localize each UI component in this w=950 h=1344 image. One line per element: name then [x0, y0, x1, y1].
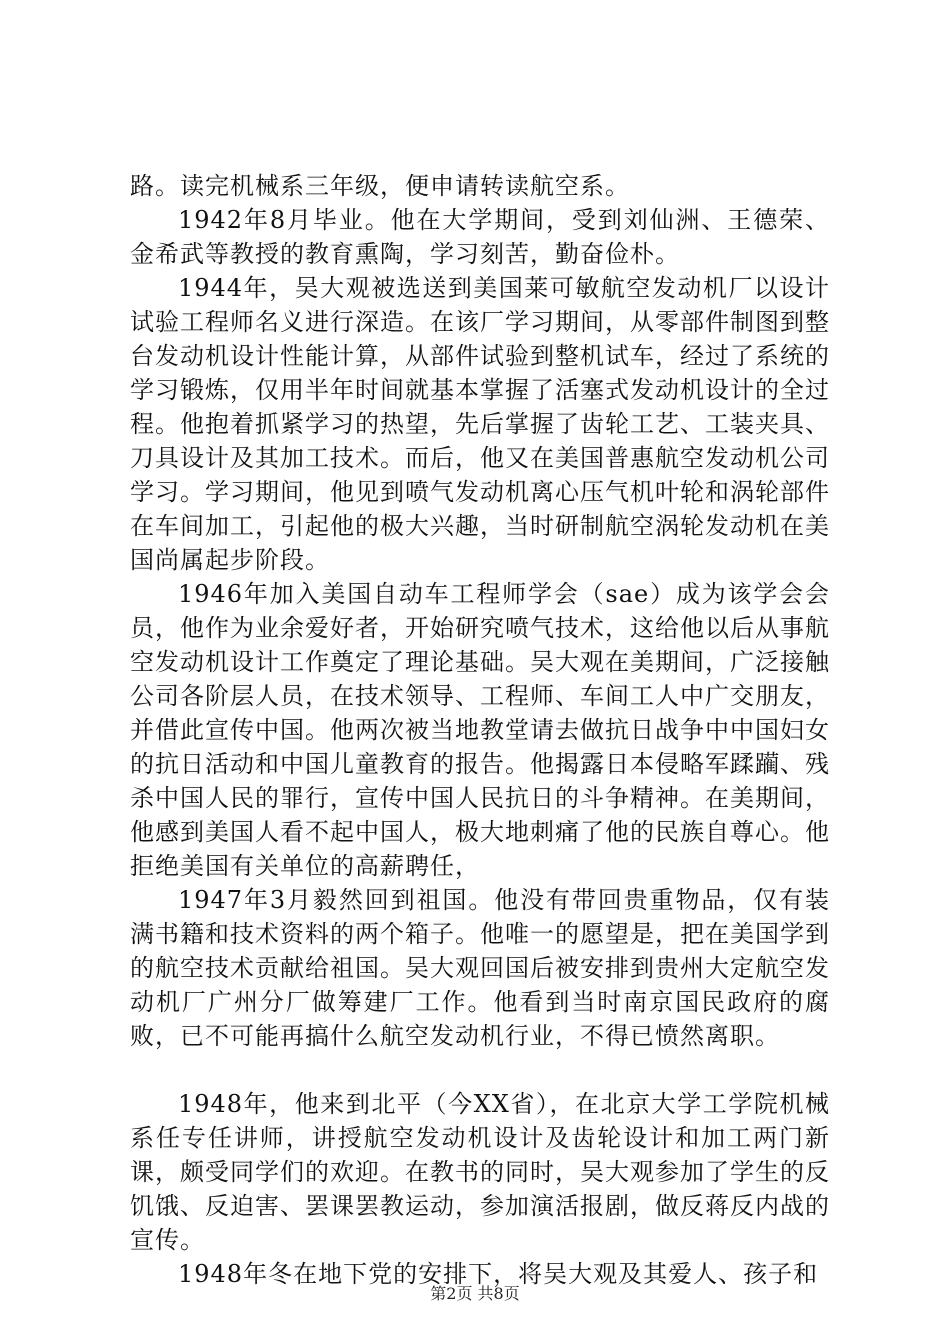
paragraph-6: 1948年，他来到北平（今XX省），在北京大学工学院机械系任专任讲师，讲授航空发动机设计及齿轮设计和加工两门新课，颇受同学们的欢迎。在教书的同时，吴大观参加了学生的反饥饿、反迫害、罢课罢教运动，参加演活报剧，做反蒋反内战的宣传。 — [130, 1090, 830, 1254]
page-number-label: 第2页 共8页 — [430, 1284, 520, 1303]
paragraph-7: 1948年冬在地下党的安排下，将吴大观及其爱人、孩子和 — [178, 1260, 819, 1288]
paragraph-4: 1946年加入美国自动车工程师学会（sae）成为该学会会员，他作为业余爱好者，开始研究喷气技术，这给他以后从事航空发动机设计工作奠定了理论基础。吴大观在美期间，广泛接触公司各阶层人员，在技术领导、工程师、车间工人中广交朋友，并借此宣传中国。他两次被当地教堂请去做抗日战争中中国妇女的抗日活动和中国儿童教育的报告。他揭露日本侵略军蹂躏、残杀中国人民的罪行，宣传中国人民抗日的斗争精神。在美期间，他感到美国人看不起中国人，极大地刺痛了他的民族自尊心。他拒绝美国有关单位的高薪聘任， — [130, 580, 830, 880]
paragraph-2: 1942年8月毕业。他在大学期间，受到刘仙洲、王德荣、金希武等教授的教育熏陶，学习刻苦，勤奋俭朴。 — [130, 206, 830, 268]
document-body — [130, 169, 830, 1291]
page-footer — [0, 1284, 950, 1304]
paragraph-3: 1944年，吴大观被选送到美国莱可敏航空发动机厂以设计试验工程师名义进行深造。在该厂学习期间，从零部件制图到整台发动机设计性能计算，从部件试验到整机试车，经过了系统的学习锻炼，仅用半年时间就基本掌握了活塞式发动机设计的全过程。他抱着抓紧学习的热望，先后掌握了齿轮工艺、工装夹具、刀具设计及其加工技术。而后，他又在美国普惠航空发动机公司学习。学习期间，他见到喷气发动机离心压气机叶轮和涡轮部件在车间加工，引起他的极大兴趣，当时研制航空涡轮发动机在美国尚属起步阶段。 — [130, 274, 830, 574]
paragraph-1: 路。读完机械系三年级，便申请转读航空系。 — [130, 172, 630, 200]
paragraph-5: 1947年3月毅然回到祖国。他没有带回贵重物品，仅有装满书籍和技术资料的两个箱子。他唯一的愿望是，把在美国学到的航空技术贡献给祖国。吴大观回国后被安排到贵州大定航空发动机厂广州分厂做筹建厂工作。他看到当时南京国民政府的腐败，已不可能再搞什么航空发动机行业，不得已愤然离职。 — [130, 886, 830, 1050]
